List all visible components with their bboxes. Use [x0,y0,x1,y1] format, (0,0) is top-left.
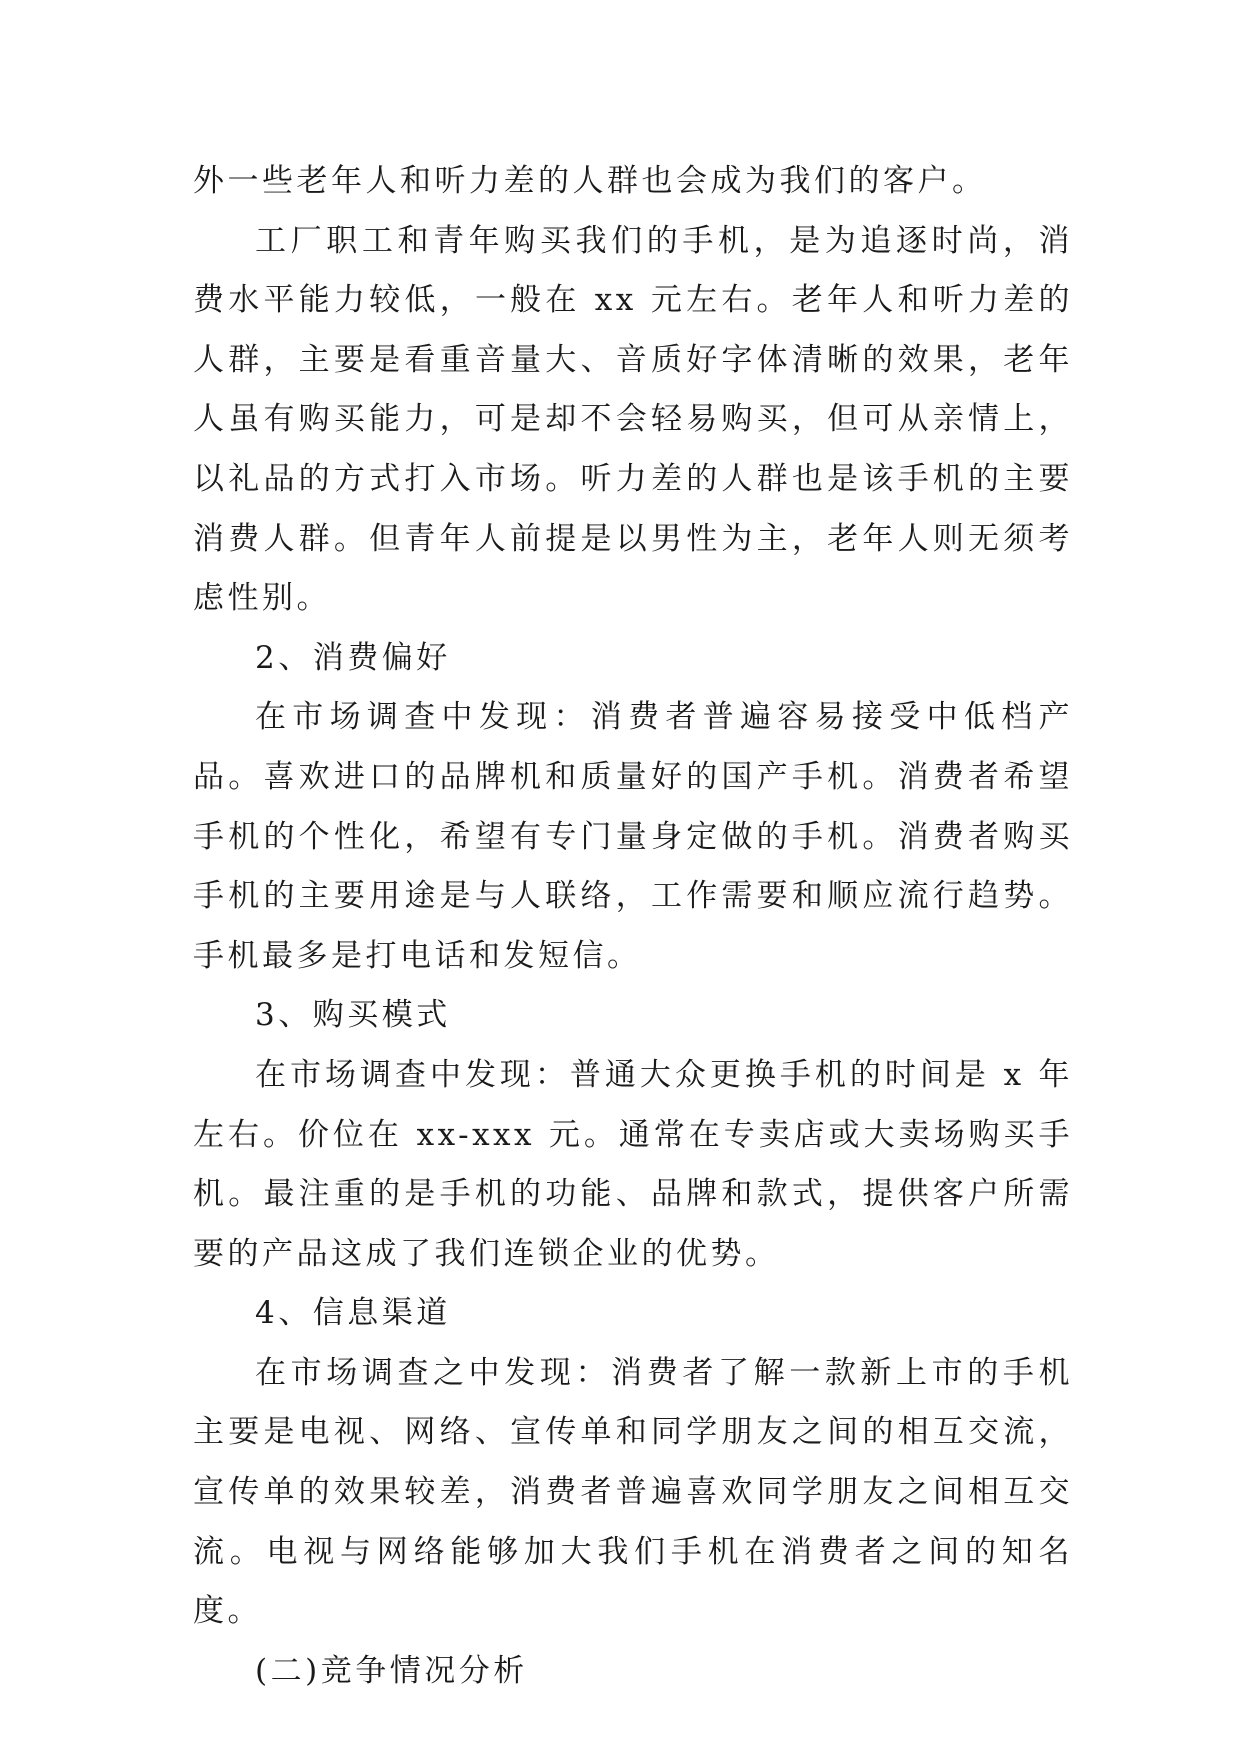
paragraph-info-channels: 在市场调查之中发现：消费者了解一款新上市的手机主要是电视、网络、宣传单和同学朋友之间的相互交流，宣传单的效果较差，消费者普遍喜欢同学朋友之间相互交流。电视与网络能够加大我们手机在消费者之间的知名度。 [193,1354,1073,1630]
paragraph-purchase-mode: 在市场调查中发现：普通大众更换手机的时间是 x 年左右。价位在 xx-xxx 元。通常在专卖店或大卖场购买手机。最注重的是手机的功能、品牌和款式，提供客户所需要的产品这成了我们连锁企业的优势。 [193,1056,1073,1272]
section-heading-info-channels: 4、信息渠道 [255,1295,451,1332]
section-heading-purchase-mode: 3、购买模式 [255,997,451,1034]
paragraph-consumption-preference: 在市场调查中发现：消费者普遍容易接受中低档产品。喜欢进口的品牌机和质量好的国产手机。消费者希望手机的个性化，希望有专门量身定做的手机。消费者购买手机的主要用途是与人联络，工作需要和顺应流行趋势。手机最多是打电话和发短信。 [193,699,1073,974]
paragraph-continuation: 外一些老年人和听力差的人群也会成为我们的客户。 [193,163,987,199]
document-body [193,152,1073,1701]
paragraph-target-customers: 工厂职工和青年购买我们的手机，是为追逐时尚，消费水平能力较低，一般在 xx 元左右。老年人和听力差的人群，主要是看重音量大、音质好字体清晰的效果，老年人虽有购买能力，可是却不会轻易购买，但可从亲情上，以礼品的方式打入市场。听力差的人群也是该手机的主要消费人群。但青年人前提是以男性为主，老年人则无须考虑性别。 [193,222,1073,617]
section-heading-competition-analysis: (二)竞争情况分析 [255,1652,528,1689]
section-heading-consumption-preference: 2、消费偏好 [255,639,451,676]
